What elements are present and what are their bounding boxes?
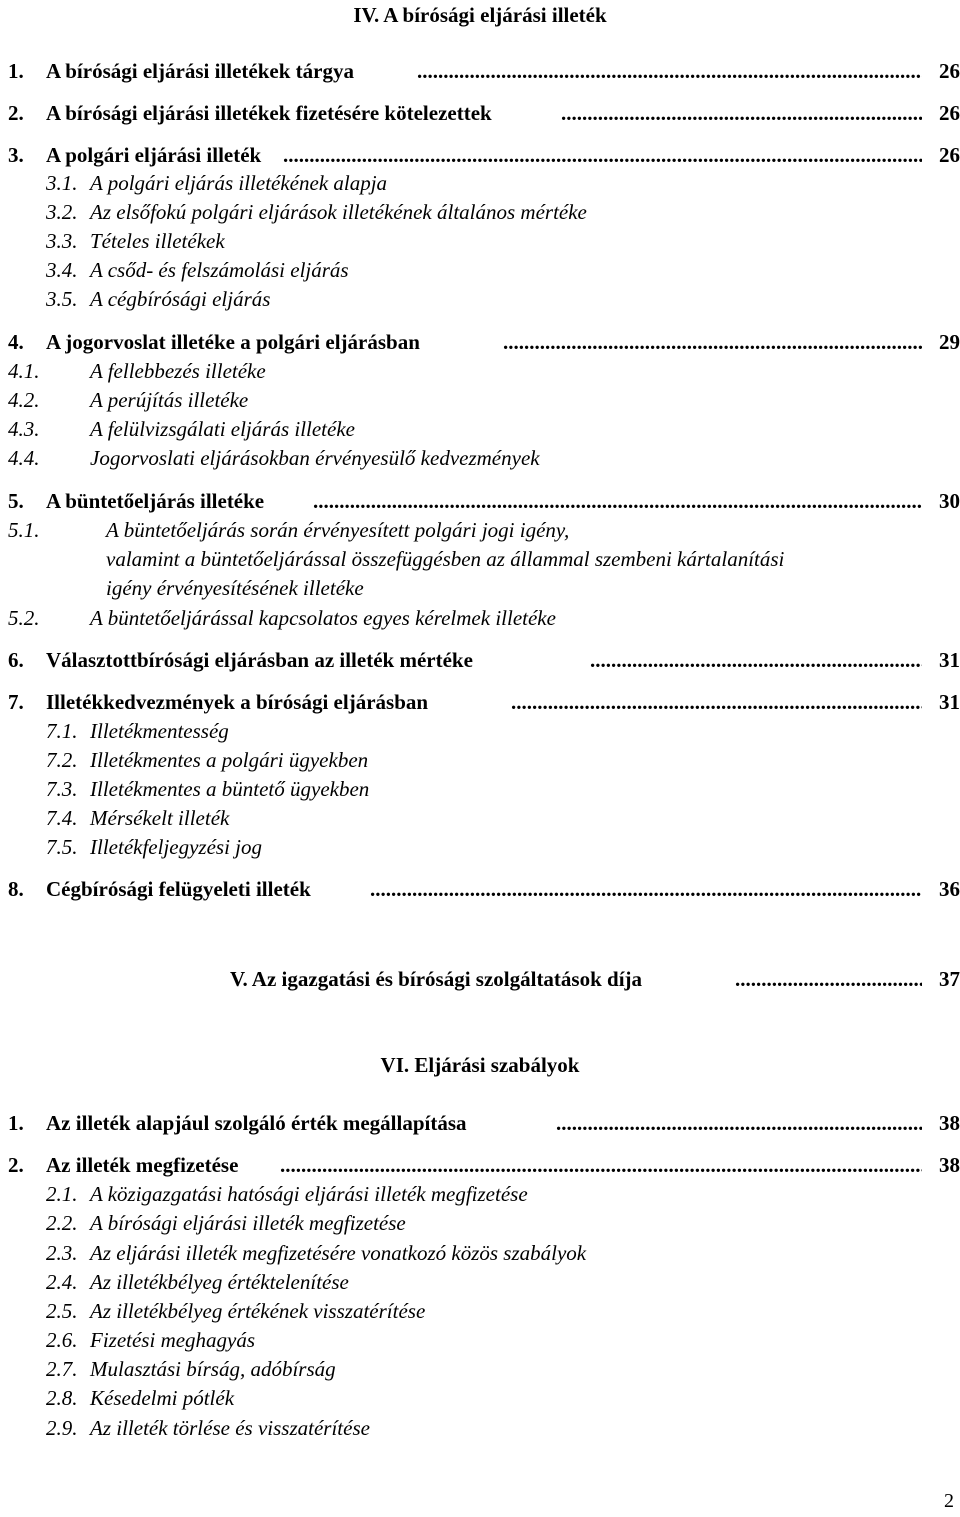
- toc-entry-number: 4.: [8, 330, 24, 354]
- toc-leader: [283, 140, 922, 170]
- toc-subentry[interactable]: [0, 515, 960, 545]
- toc-entry-title: Az illeték alapjául szolgáló érték megállapítása: [46, 1111, 467, 1135]
- toc-subentry[interactable]: [0, 226, 960, 256]
- toc-entry-title: A cégbírósági eljárás: [90, 287, 271, 311]
- toc-leader: [511, 687, 922, 717]
- toc-subentry[interactable]: [0, 803, 960, 833]
- toc-page-number: 38: [939, 1153, 960, 1177]
- toc-subentry[interactable]: [0, 284, 960, 314]
- toc-entry-title: Az eljárási illeték megfizetésére vonatkozó közös szabályok: [90, 1241, 587, 1265]
- toc-entry-number: 4.1.: [8, 359, 40, 383]
- toc-subentry[interactable]: [0, 1179, 960, 1209]
- toc-subentry[interactable]: [0, 255, 960, 285]
- toc-subentry[interactable]: [0, 443, 960, 473]
- toc-page-number: 26: [939, 143, 960, 167]
- toc-entry-title: A fellebbezés illetéke: [90, 359, 266, 383]
- toc-leader: [556, 1108, 922, 1138]
- toc-subentry[interactable]: [0, 1354, 960, 1384]
- toc-entry-title: Az elsőfokú polgári eljárások illetékének általános mértéke: [90, 200, 587, 224]
- toc-entry-number: 3.3.: [46, 229, 78, 253]
- toc-entry-title: A csőd- és felszámolási eljárás: [90, 258, 349, 282]
- toc-subentry[interactable]: [0, 1383, 960, 1413]
- toc-entry[interactable]: [0, 645, 960, 675]
- toc-entry-number: 2.5.: [46, 1299, 78, 1323]
- toc-entry-number: 4.4.: [8, 446, 40, 470]
- toc-page-number: 26: [939, 101, 960, 125]
- toc-subentry[interactable]: [0, 414, 960, 444]
- toc-entry-title: A felülvizsgálati eljárás illetéke: [90, 417, 355, 441]
- toc-entry-title: Illetékfeljegyzési jog: [90, 835, 263, 859]
- toc-subentry[interactable]: [0, 1413, 960, 1443]
- section-title-iv: IV. A bírósági eljárási illeték: [353, 3, 607, 27]
- toc-page-number: 37: [939, 967, 960, 991]
- toc-entry-title: A közigazgatási hatósági eljárási illeték megfizetése: [90, 1182, 528, 1206]
- toc-entry-number: 1.: [8, 59, 24, 83]
- toc-subentry[interactable]: [0, 356, 960, 386]
- toc-subentry[interactable]: [0, 1325, 960, 1355]
- toc-entry-number: 7.4.: [46, 806, 78, 830]
- toc-entry[interactable]: [0, 874, 960, 904]
- toc-entry-title: Az illeték megfizetése: [46, 1153, 239, 1177]
- toc-leader: [280, 1150, 922, 1180]
- toc-subentry[interactable]: [0, 1267, 960, 1297]
- toc-entry-number: 2.2.: [46, 1211, 78, 1235]
- toc-entry-number: 3.2.: [46, 200, 78, 224]
- section-title-vi: VI. Eljárási szabályok: [380, 1053, 580, 1077]
- toc-entry-title: Illetékkedvezmények a bírósági eljárásban: [46, 690, 429, 714]
- toc-entry-number: 2.9.: [46, 1416, 78, 1440]
- toc-entry-number: 5.1.: [8, 518, 40, 542]
- toc-entry-number: 4.3.: [8, 417, 40, 441]
- section-title-v: V. Az igazgatási és bírósági szolgáltatások díja: [230, 967, 643, 991]
- toc-entry-number: 7.: [8, 690, 24, 714]
- toc-entry-number: 7.3.: [46, 777, 78, 801]
- toc-subentry[interactable]: [0, 1296, 960, 1326]
- toc-entry-number: 1.: [8, 1111, 24, 1135]
- toc-entry-number: 5.2.: [8, 606, 40, 630]
- toc-entry-number: 4.2.: [8, 388, 40, 412]
- toc-entry-title: A jogorvoslat illetéke a polgári eljárásban: [46, 330, 420, 354]
- toc-entry-title: Az illeték törlése és visszatérítése: [90, 1416, 370, 1440]
- toc-entry-title: Illetékmentes a polgári ügyekben: [90, 748, 369, 772]
- toc-entry-number: 3.: [8, 143, 24, 167]
- toc-page-number: 30: [939, 489, 960, 513]
- toc-entry-number: 7.5.: [46, 835, 78, 859]
- toc-subentry[interactable]: [0, 716, 960, 746]
- toc-entry[interactable]: [0, 140, 960, 170]
- toc-entry[interactable]: [0, 56, 960, 86]
- toc-page-number: 29: [939, 330, 960, 354]
- toc-entry-number: 5.: [8, 489, 24, 513]
- toc-entry-number: 3.1.: [46, 171, 78, 195]
- toc-entry[interactable]: [0, 1150, 960, 1180]
- toc-entry-title-continued: igény érvényesítésének illetéke: [106, 576, 364, 600]
- toc-entry[interactable]: [0, 98, 960, 128]
- toc-entry[interactable]: [0, 687, 960, 717]
- toc-entry[interactable]: [0, 1108, 960, 1138]
- toc-page-number: 31: [939, 648, 960, 672]
- toc-entry-number: 2.3.: [46, 1241, 78, 1265]
- toc-entry-title: Fizetési meghagyás: [90, 1328, 256, 1352]
- toc-leader: [417, 56, 922, 86]
- toc-page-number: 36: [939, 877, 960, 901]
- toc-entry-title: Tételes illetékek: [90, 229, 225, 253]
- toc-subentry[interactable]: [0, 774, 960, 804]
- toc-leader: [370, 874, 922, 904]
- toc-entry-title: A bírósági eljárási illeték megfizetése: [90, 1211, 406, 1235]
- toc-entry-number: 3.4.: [46, 258, 78, 282]
- toc-subentry[interactable]: [0, 745, 960, 775]
- toc-subentry[interactable]: [0, 385, 960, 415]
- toc-page-number: 26: [939, 59, 960, 83]
- toc-entry-number: 7.2.: [46, 748, 78, 772]
- toc-entry-number: 3.5.: [46, 287, 78, 311]
- toc-entry-title: Az illetékbélyeg értéktelenítése: [90, 1270, 349, 1294]
- toc-entry-title: A polgári eljárási illeték: [46, 143, 262, 167]
- toc-entry[interactable]: [0, 327, 960, 357]
- toc-entry-title: Cégbírósági felügyeleti illeték: [46, 877, 311, 901]
- toc-entry-title: A büntetőeljárás során érvényesített polgári jogi igény,: [106, 518, 570, 542]
- page-number: 2: [944, 1490, 954, 1512]
- toc-entry-title: Illetékmentes a büntető ügyekben: [90, 777, 370, 801]
- toc-entry-title: A polgári eljárás illetékének alapja: [90, 171, 388, 195]
- toc-entry-section-v[interactable]: [0, 964, 960, 994]
- toc-entry-number: 2.8.: [46, 1386, 78, 1410]
- toc-entry-title: A büntetőeljárás illetéke: [46, 489, 265, 513]
- toc-entry-title: A bírósági eljárási illetékek tárgya: [46, 59, 354, 83]
- toc-entry-title: Mulasztási bírság, adóbírság: [90, 1357, 336, 1381]
- toc-entry-title: A bírósági eljárási illetékek fizetésére kötelezettek: [46, 101, 492, 125]
- toc-entry-title: Az illetékbélyeg értékének visszatérítése: [90, 1299, 426, 1323]
- toc-entry-number: 2.6.: [46, 1328, 78, 1352]
- toc-page-number: 38: [939, 1111, 960, 1135]
- toc-leader: [590, 645, 922, 675]
- toc-subentry[interactable]: [0, 1208, 960, 1238]
- toc-entry-title-continued: valamint a büntetőeljárással összefüggésben az állammal szembeni kártalanítási: [106, 547, 785, 571]
- toc-entry-number: 2.4.: [46, 1270, 78, 1294]
- toc-entry-number: 7.1.: [46, 719, 78, 743]
- toc-subentry[interactable]: [0, 168, 960, 198]
- toc-subentry[interactable]: [0, 197, 960, 227]
- toc-entry[interactable]: [0, 486, 960, 516]
- toc-leader: [503, 327, 922, 357]
- toc-leader: [735, 964, 922, 994]
- toc-leader: [561, 98, 922, 128]
- toc-entry-title: A büntetőeljárással kapcsolatos egyes kérelmek illetéke: [90, 606, 556, 630]
- toc-subentry[interactable]: [0, 832, 960, 862]
- toc-leader: [313, 486, 922, 516]
- toc-subentry[interactable]: [0, 603, 960, 633]
- toc-entry-number: 2.: [8, 101, 24, 125]
- toc-entry-number: 2.: [8, 1153, 24, 1177]
- toc-entry-title: A perújítás illetéke: [90, 388, 249, 412]
- toc-entry-title: Választottbírósági eljárásban az illeték mértéke: [46, 648, 473, 672]
- toc-entry-number: 8.: [8, 877, 24, 901]
- toc-entry-title: Késedelmi pótlék: [90, 1386, 235, 1410]
- toc-entry-number: 2.1.: [46, 1182, 78, 1206]
- toc-entry-title: Mérsékelt illeték: [90, 806, 230, 830]
- toc-subentry[interactable]: [0, 1238, 960, 1268]
- toc-entry-number: 6.: [8, 648, 24, 672]
- toc-page-number: 31: [939, 690, 960, 714]
- toc-entry-number: 2.7.: [46, 1357, 78, 1381]
- toc-entry-title: Jogorvoslati eljárásokban érvényesülő kedvezmények: [90, 446, 540, 470]
- toc-entry-title: Illetékmentesség: [90, 719, 229, 743]
